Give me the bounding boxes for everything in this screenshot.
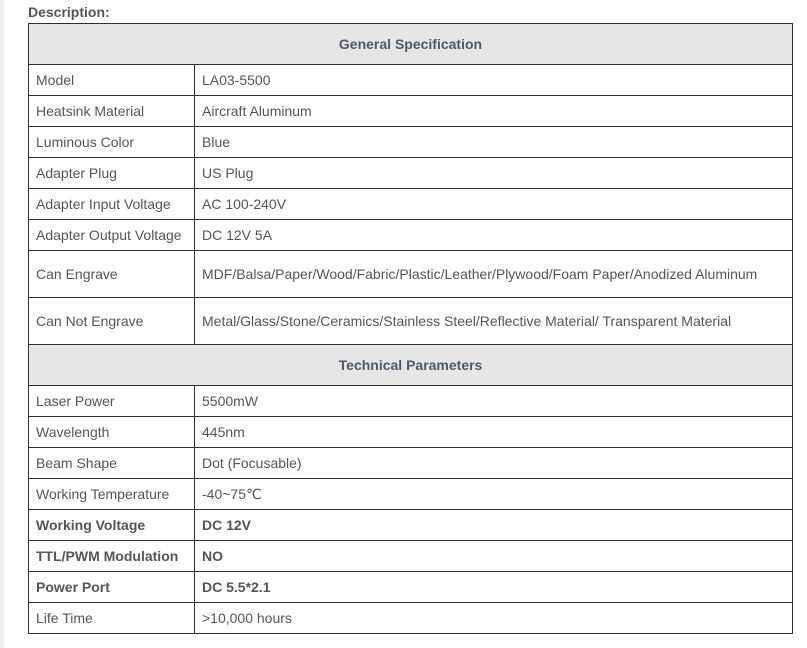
- table-row: [29, 189, 793, 220]
- table-row: [29, 479, 793, 510]
- table-row: [29, 603, 793, 634]
- spec-value-ttl-pwm-modulation: NO: [195, 541, 793, 572]
- table-row: [29, 417, 793, 448]
- spec-key-working-temperature: Working Temperature: [29, 479, 195, 510]
- spec-value-wavelength: 445nm: [195, 417, 793, 448]
- spec-key-wavelength: Wavelength: [29, 417, 195, 448]
- table-row: [29, 158, 793, 189]
- table-row: [29, 298, 793, 345]
- spec-value-life-time: >10,000 hours: [195, 603, 793, 634]
- table-row: [29, 541, 793, 572]
- table-row: [29, 510, 793, 541]
- description-label: Description:: [28, 4, 110, 20]
- spec-key-ttl-pwm-modulation: TTL/PWM Modulation: [29, 541, 195, 572]
- table-row: [29, 220, 793, 251]
- spec-key-can-engrave: Can Engrave: [29, 251, 195, 298]
- spec-key-beam-shape: Beam Shape: [29, 448, 195, 479]
- table-row: [29, 96, 793, 127]
- table-row: [29, 127, 793, 158]
- spec-value-adapter-plug: US Plug: [195, 158, 793, 189]
- section-title-technical: Technical Parameters: [29, 345, 793, 386]
- table-row: [29, 65, 793, 96]
- spec-table: [28, 23, 793, 634]
- spec-value-beam-shape: Dot (Focusable): [195, 448, 793, 479]
- spec-key-heatsink-material: Heatsink Material: [29, 96, 195, 127]
- spec-key-model: Model: [29, 65, 195, 96]
- section-header-row: [29, 345, 793, 386]
- spec-value-can-not-engrave: Metal/Glass/Stone/Ceramics/Stainless Steel/Reflective Material/ Transparent Material: [195, 298, 793, 345]
- section-title-general: General Specification: [29, 24, 793, 65]
- spec-value-working-temperature: -40~75℃: [195, 479, 793, 510]
- section-header-row: [29, 24, 793, 65]
- table-row: [29, 251, 793, 298]
- spec-value-heatsink-material: Aircraft Aluminum: [195, 96, 793, 127]
- spec-value-power-port: DC 5.5*2.1: [195, 572, 793, 603]
- spec-key-adapter-input-voltage: Adapter Input Voltage: [29, 189, 195, 220]
- spec-value-adapter-input-voltage: AC 100-240V: [195, 189, 793, 220]
- spec-key-can-not-engrave: Can Not Engrave: [29, 298, 195, 345]
- page-left-border: [0, 0, 4, 648]
- spec-key-luminous-color: Luminous Color: [29, 127, 195, 158]
- spec-key-working-voltage: Working Voltage: [29, 510, 195, 541]
- table-row: [29, 448, 793, 479]
- spec-value-luminous-color: Blue: [195, 127, 793, 158]
- spec-key-adapter-plug: Adapter Plug: [29, 158, 195, 189]
- spec-value-working-voltage: DC 12V: [195, 510, 793, 541]
- spec-value-model: LA03-5500: [195, 65, 793, 96]
- table-row: [29, 386, 793, 417]
- spec-key-adapter-output-voltage: Adapter Output Voltage: [29, 220, 195, 251]
- spec-key-laser-power: Laser Power: [29, 386, 195, 417]
- spec-value-can-engrave: MDF/Balsa/Paper/Wood/Fabric/Plastic/Leather/Plywood/Foam Paper/Anodized Aluminum: [195, 251, 793, 298]
- spec-key-life-time: Life Time: [29, 603, 195, 634]
- spec-key-power-port: Power Port: [29, 572, 195, 603]
- table-row: [29, 572, 793, 603]
- spec-value-laser-power: 5500mW: [195, 386, 793, 417]
- spec-value-adapter-output-voltage: DC 12V 5A: [195, 220, 793, 251]
